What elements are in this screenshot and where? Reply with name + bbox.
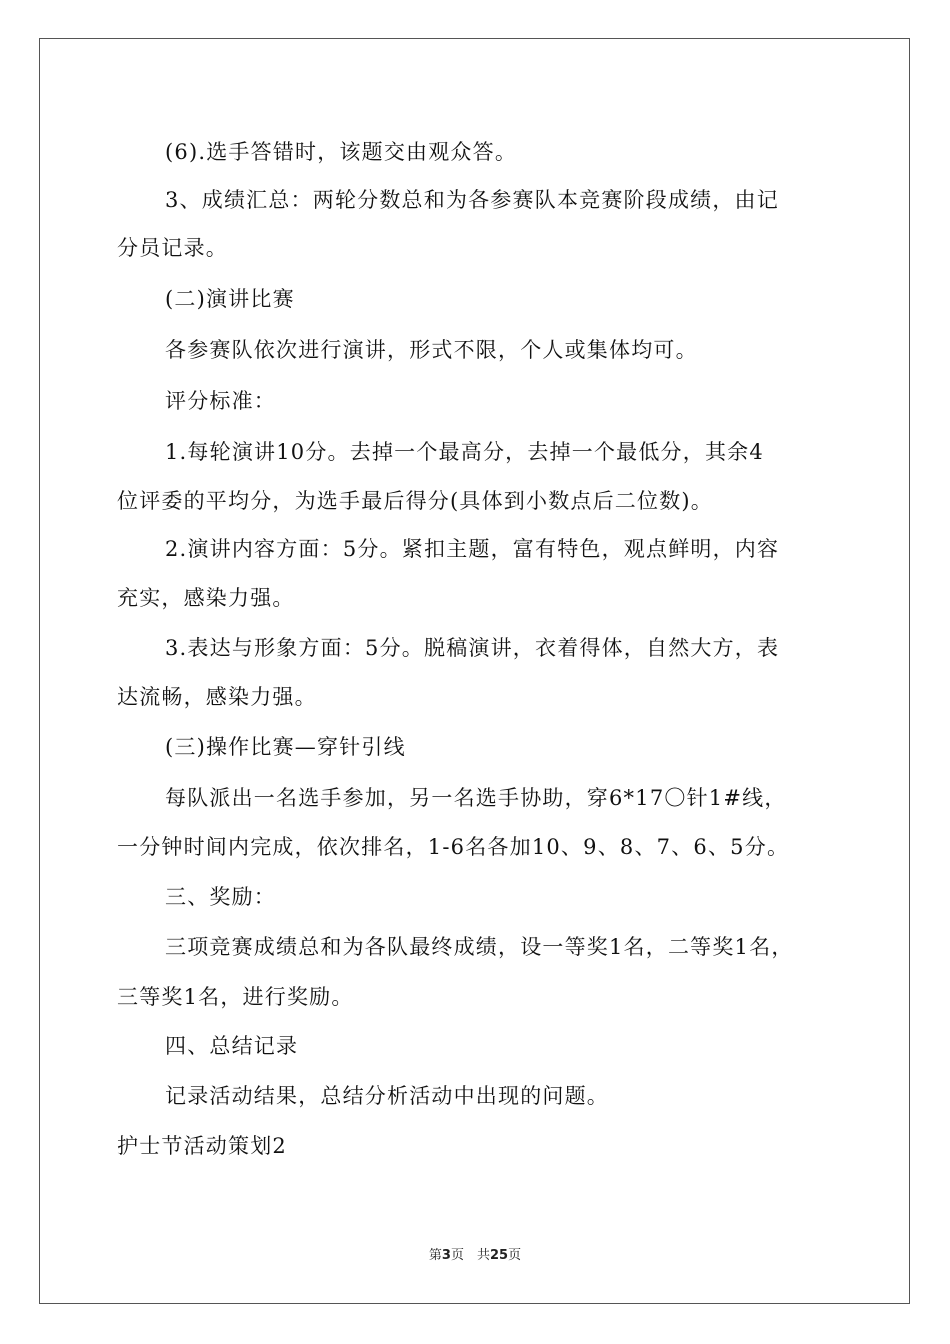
section-heading: (二)演讲比赛 [165,287,295,311]
page-number-footer [0,1244,950,1263]
paragraph-line: 记录活动结果，总结分析活动中出现的问题。 [165,1084,609,1108]
section-heading: 三、奖励： [165,885,276,909]
paragraph-line: 3、成绩汇总：两轮分数总和为各参赛队本竞赛阶段成绩，由记 [165,188,779,212]
paragraph-line: (6).选手答错时，该题交由观众答。 [165,140,518,164]
document-title: 护士节活动策划2 [117,1134,287,1158]
paragraph-line: 三等奖1名，进行奖励。 [117,985,354,1009]
paragraph-line: 位评委的平均分，为选手最后得分(具体到小数点后二位数)。 [117,489,713,513]
paragraph-line: 达流畅，感染力强。 [117,685,317,709]
paragraph-line: 3.表达与形象方面：5分。脱稿演讲，衣着得体，自然大方，表 [165,636,780,660]
paragraph-line: 1.每轮演讲10分。去掉一个最高分，去掉一个最低分，其余4 [165,440,764,464]
paragraph-line: 充实，感染力强。 [117,586,295,610]
page-total: 25 [489,1248,509,1263]
paragraph-line: 分员记录。 [117,236,228,260]
page-prefix: 第 [428,1248,442,1263]
paragraph-line: 各参赛队依次进行演讲，形式不限，个人或集体均可。 [165,338,698,362]
page-mid: 页 共 [450,1248,490,1263]
page-current: 3 [441,1248,451,1263]
section-heading: (三)操作比赛—穿针引线 [165,735,406,759]
section-heading: 四、总结记录 [165,1034,299,1058]
paragraph-line: 一分钟时间内完成，依次排名，1-6名各加10、9、8、7、6、5分。 [117,835,790,859]
paragraph-line: 每队派出一名选手参加，另一名选手协助，穿6*17〇针1#线， [165,786,787,810]
page-suffix: 页 [508,1248,522,1263]
paragraph-line: 2.演讲内容方面：5分。紧扣主题，富有特色，观点鲜明，内容 [165,537,780,561]
paragraph-line: 三项竞赛成绩总和为各队最终成绩，设一等奖1名，二等奖1名， [165,935,794,959]
paragraph-line: 评分标准： [165,389,276,413]
